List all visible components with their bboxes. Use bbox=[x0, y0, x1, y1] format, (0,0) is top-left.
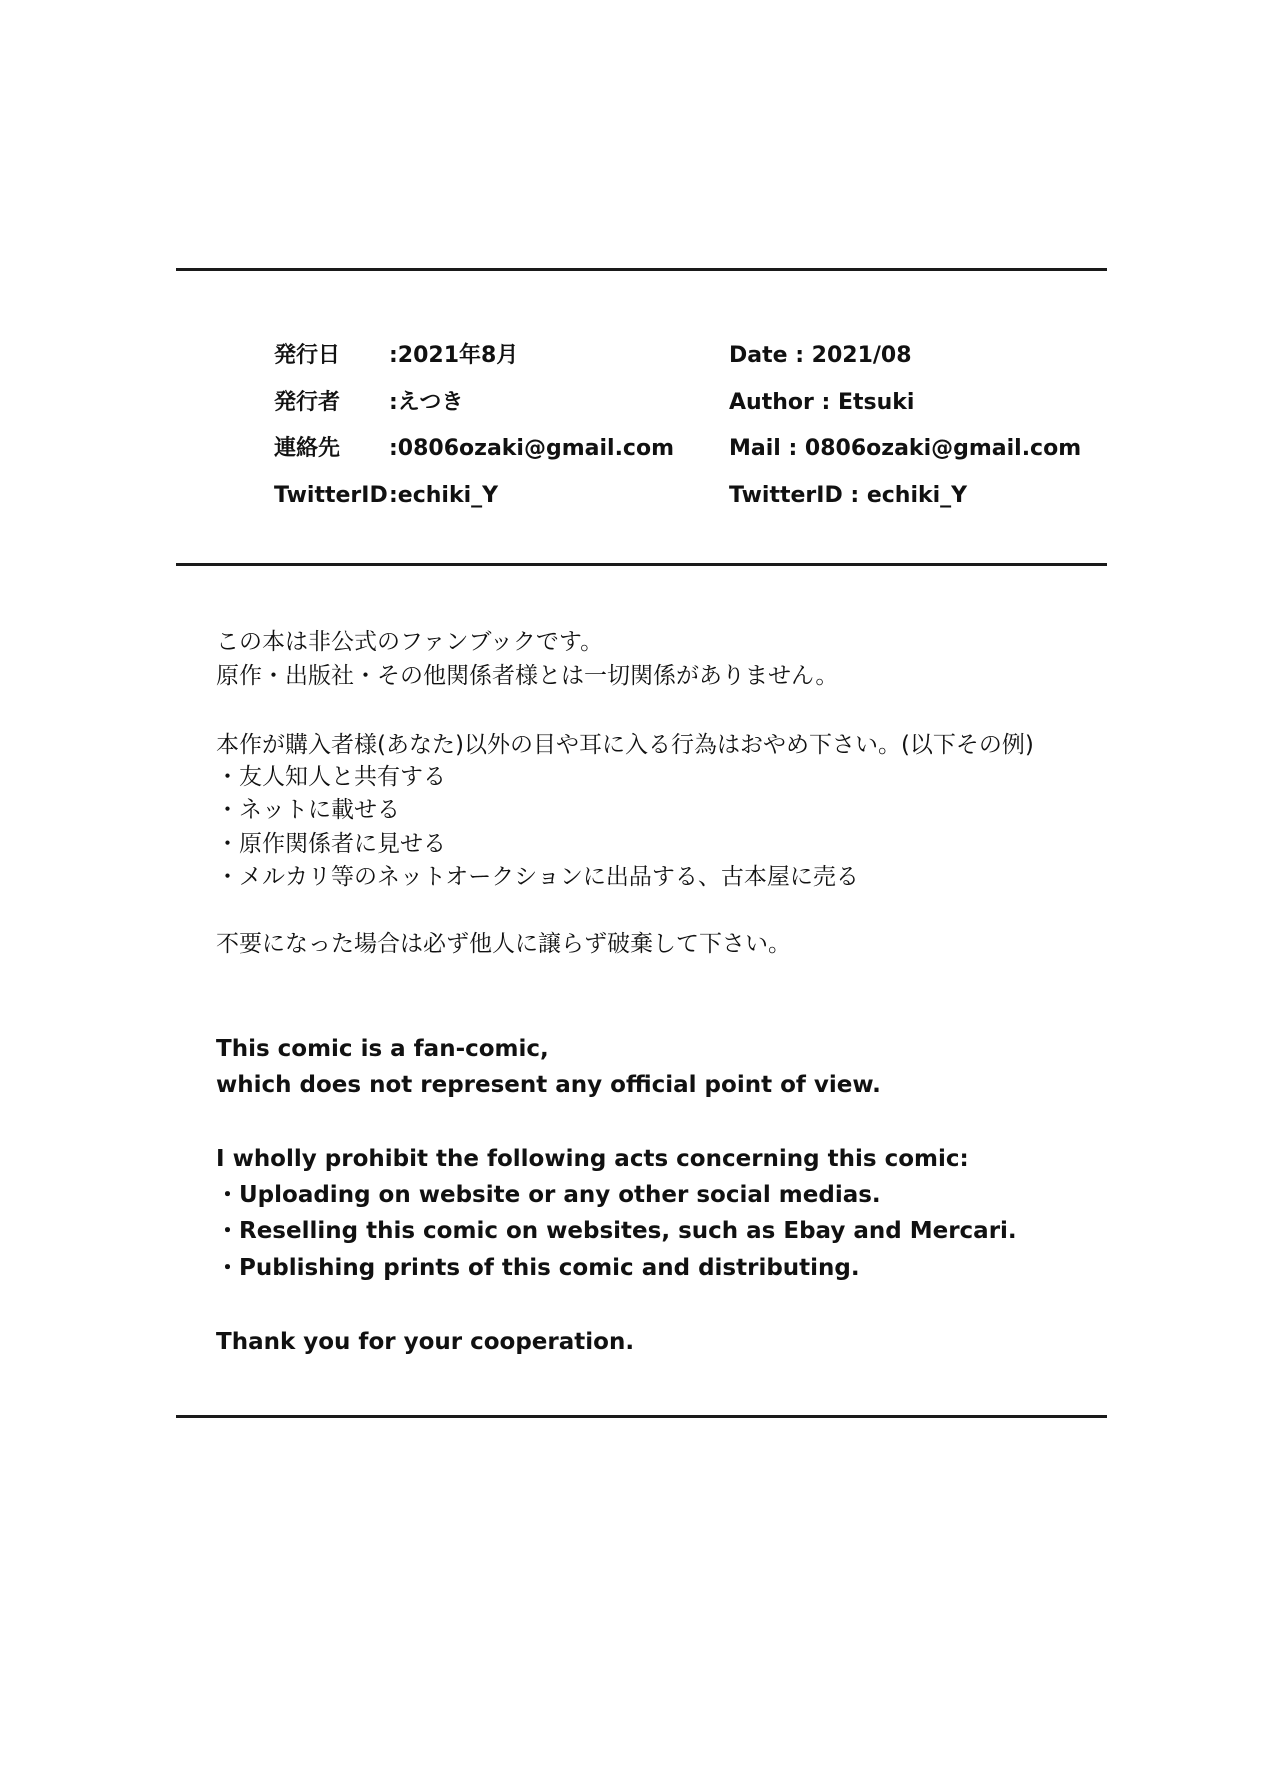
en-notice-line: ・Reselling this comic on websites, such as Ebay and Mercari. bbox=[216, 1218, 1017, 1244]
en-notice-line: I wholly prohibit the following acts concerning this comic: bbox=[216, 1146, 969, 1172]
info-value-twitter-jp: :echiki_Y bbox=[389, 483, 499, 508]
jp-notice-line: ・ネットに載せる bbox=[216, 797, 400, 823]
jp-notice-line: 不要になった場合は必ず他人に譲らず破棄して下さい。 bbox=[216, 931, 791, 957]
info-author-en: Author : Etsuki bbox=[729, 390, 915, 415]
en-notice-line: This comic is a fan-comic, bbox=[216, 1036, 549, 1062]
info-value-author-jp: :えつき bbox=[389, 390, 464, 415]
info-date-en: Date : 2021/08 bbox=[729, 343, 912, 368]
jp-notice-line: 原作・出版社・その他関係者様とは一切関係がありません。 bbox=[216, 663, 839, 689]
jp-notice-line: ・原作関係者に見せる bbox=[216, 831, 446, 857]
bottom-divider bbox=[176, 1415, 1107, 1418]
jp-notice-line: この本は非公式のファンブックです。 bbox=[216, 629, 604, 655]
info-label-date-jp: 発行日 bbox=[274, 343, 341, 368]
middle-divider bbox=[176, 563, 1107, 566]
en-notice-line: ・Publishing prints of this comic and distributing. bbox=[216, 1255, 860, 1281]
info-mail-en: Mail : 0806ozaki@gmail.com bbox=[729, 436, 1082, 461]
info-twitter-en: TwitterID : echiki_Y bbox=[729, 483, 968, 508]
en-notice-line: ・Uploading on website or any other social medias. bbox=[216, 1182, 881, 1208]
top-divider bbox=[176, 268, 1107, 271]
info-label-contact-jp: 連絡先 bbox=[274, 436, 341, 461]
en-notice-line: which does not represent any official point of view. bbox=[216, 1072, 881, 1098]
info-value-contact-jp: :0806ozaki@gmail.com bbox=[389, 436, 675, 461]
jp-notice-line: ・メルカリ等のネットオークションに出品する、古本屋に売る bbox=[216, 864, 859, 890]
info-label-author-jp: 発行者 bbox=[274, 390, 341, 415]
en-notice-line: Thank you for your cooperation. bbox=[216, 1329, 635, 1355]
info-value-date-jp: :2021年8月 bbox=[389, 343, 519, 368]
jp-notice-line: 本作が購入者様(あなた)以外の目や耳に入る行為はおやめ下さい。(以下その例) bbox=[216, 732, 1034, 758]
info-label-twitter-jp: TwitterID bbox=[274, 483, 388, 508]
jp-notice-line: ・友人知人と共有する bbox=[216, 764, 446, 790]
